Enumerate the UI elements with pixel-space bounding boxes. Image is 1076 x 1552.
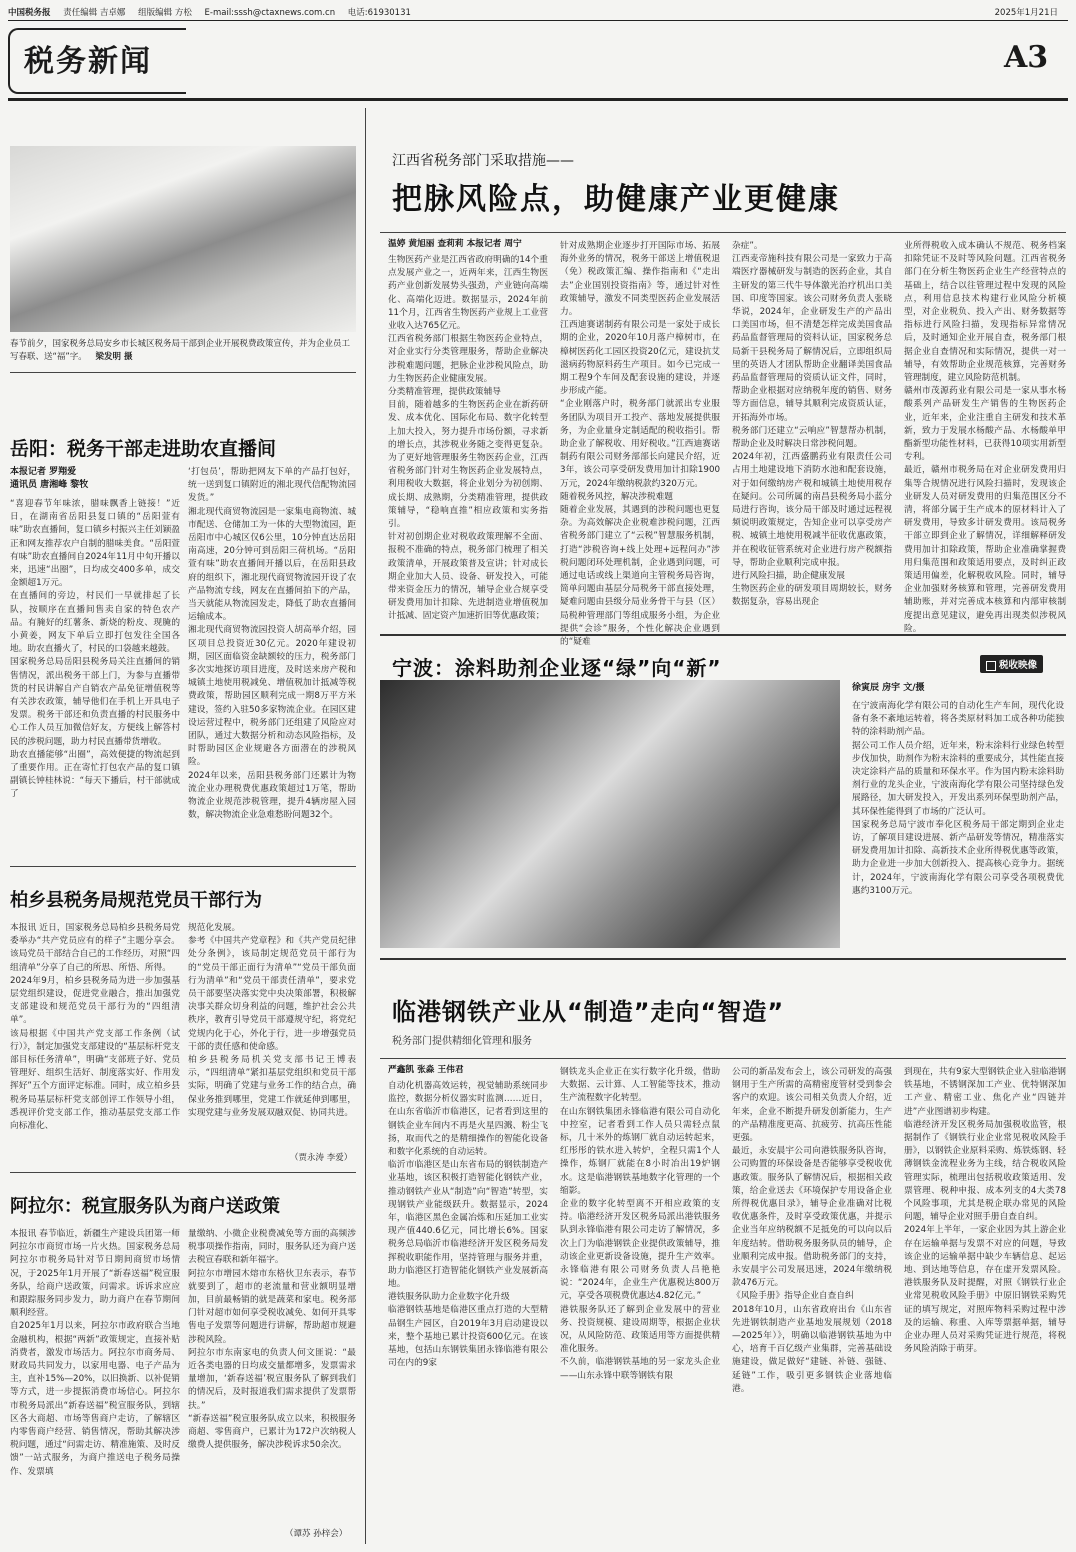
linggang-byline: 严鑫凯 张淼 王伟君 [388,1065,464,1075]
page-number: A3 [1004,40,1049,75]
baixiang-body-col1: 本报讯 近日，国家税务总局柏乡县税务局党委举办“共产党员应有的样子”主题分享会。该局党员干部结合自己的工作经历，对照“四组清单”分享了自己的所思、所悟、所得。 2024年9月，柏乡县税务局为进一步加强基层党组织建设，促进党业融合，推出加强党支部建设和规范党员干部行为的“四组清单”。 该局根据《中国共产党支部工作条例（试行）》，制定加强党支部建设的“基层标杆党支部目标任务清单”，明确“支部班子好、党员管理好、组织生活好、制度落实好、作用发挥好”五个方面评定标准。同时，成立柏乡县税务局基层标杆党支部创评工作领导小组，悉视评价党支部工作，推动基层党支部工作向标准化、 [10,923,180,1132]
linggang-subtitle: 税务部门提供精细化管理和服务 [392,1036,532,1047]
lead-body-col4: 业所得税收入成本确认不规范、税务档案扣除凭证不及时等风险问题。江西省税务部门在分析生物医药企业生产经营特点的基础上，结合以往管理过程中发现的风险点，利用信息技术构建行业风险分析模型，对企业税负、投入产出、财务数据等指标进行风险扫描，发现指标异常情况后，及时通知企业开展自查，税务部门根据企业自查情况和实际情况，提供一对一辅导，有效帮助企业规范核算，完善财务管理制度，建立风险防范机制。 赣州市茂源药业有限公司是一家从事水杨酸系列产品研发生产销售的生物医药企业，近年来，企业注重自主研发和技术革新，致力于发展水杨酸产品、水杨酸单甲酯新型功能性材料，已获得10项实用新型专利。 最近，赣州市税务局在对企业研发费用归集等合规情况进行风险扫描时，发现该企业研发人员对研发费用的归集范围区分不清，将部分属于生产成本的原材料计入了研发费用，导致多计研发费用。该局税务干部立即到企业了解情况，详细解释研发费用加计扣除政策，帮助企业准确掌握费用归集范围和政策适用要点，及时纠正政策适用偏差，化解税收风险。同时，辅导企业加强财务核算和管理，完善研发费用辅助账，并对完善成本核算和内部审核制度提出意见建议，避免再出现类似涉税风险。 [904,241,1066,634]
yueyang-body-col1: “喜迎春节年味浓，腊味飘香上链接！”近日，在湖南省岳阳县复口镇的“岳阳萱有味”助农直播间，复口镇乡村振兴主任刘颖盈正和网友推荐农户自制的腊味美食。“岳阳萱有味”助农直播间自2024年11月中旬开播以来，迅速“出圈”，日均成交400多单，成交金额超1万元。 在直播间的旁边，村民们一早就排起了长队，按顺序在直播间售卖自家的特色农产品。有腌好的红薯条、新烧的粉皮、现腌的小黄姜，网友下单后立即打包发往全国各地。助农直播火了，村民的口袋越来越鼓。 国家税务总局岳阳县税务局关注直播间的销售情况，派出税务干部上门，为参与直播带货的村民讲解自产自销农产品免征增值税等有关涉农政策，辅导他们在手机上开具电子发票。税务干部还和负责直播的村民服务中心工作人员互加微信好友，方便线上解答村民的涉税问题，助力村民直播带货增收。 助农直播能够“出圈”，高效便捷的物流起到了重要作用。正在寄忙打包农产品的复口镇副镇长钟桂林说：“每天下播后，村干部就成了 [10,499,180,800]
photo-coating-workshop [380,680,840,948]
photo1-caption-text: 春节前夕，国家税务总局安乡市长城区税务局干部到企业开展税费政策宣传，并为企业员工写春联、送“福”字。 [10,339,351,362]
ningbo-byline: 徐寅辰 房宇 文/摄 [852,683,925,693]
alaer-title: 阿拉尔：税宣服务队为商户送政策 [10,1196,280,1217]
photo-tax-officials-couplets [10,146,356,332]
ningbo-body: 在宁波南海化学有限公司的自动化生产车间，现代化设备有条不紊地运转着，将各类原材料加工成各种功能独特的涂料助剂产品。 据公司工作人员介绍，近年来，粉末涂料行业绿色转型步伐加快，助剂作为粉末涂料的重要成分，其性能直接决定涂料产品的质量和环保水平。作为国内粉末涂料助剂行业的龙头企业，宁波南海化学有限公司坚持绿色发展路径，加大研发投入，开发出系列环保型助剂产品，其环保性能得到了市场的广泛认可。 国家税务总局宁波市奉化区税务局干部定期到企业走访，了解项目建设进展、新产品研发等情况，精准落实研发费用加计扣除、高新技术企业所得税优惠等政策，助力企业进一步加大创新投入、提高核心竞争力。据统计，2024年，宁波南海化学有限公司享受各项税费优惠约3100万元。 [852,701,1064,896]
lead-kicker: 江西省税务部门采取措施—— [392,153,574,169]
column-divider [365,108,366,1544]
linggang-body-col1: 自动化机器高效运转，视觉辅助系统同步监控，数据分析仪器实时监测……近日，在山东省临沂市临港区，记者看到这里的钢铁企业车间内不再是火星四溅、粉尘飞扬，取而代之的是精细操作的智能化设备和数字化系统的自动运转。 临沂市临港区是山东省布局的钢铁制造产业基地，该区积极打造智能化钢铁产业，推动钢铁产业从“制造”向“智造”转型，实现钢铁产业能级跃升。数据显示，2024年，临港区黑色金属冶炼和压延加工业实现产值440.6亿元，同比增长6%。国家税务总局临沂市临港经济开发区税务局发挥税收职能作用，坚持管理与服务并重，助力临港区打造智能化钢铁产业发展新高地。 港铁服务队助力企业数字化升级 临港钢铁基地是临港区重点打造的大型精品钢生产园区，自2019年3月启动建设以来，整个基地已累计投资600亿元。在该基地，包括山东钢铁集团永锋临港有限公司在内的9家 [388,1081,548,1369]
email: E-mail:sssh@ctaxnews.com.cn [204,8,336,18]
baixiang-credit: （贾永涛 李爱） [290,1153,353,1163]
divider [380,1058,1066,1059]
divider [380,232,1066,233]
yueyang-byline-2: 通讯员 唐湘峰 黎牧 [10,480,89,490]
alaer-body-col2: 量缴纳、小微企业税费减免等方面的高频涉税事项操作指南，同时，服务队还为商户送去税宣春联和新年福字。 阿拉尔市增园木熔市东格伙卫东表示，春节就要到了，超市的老流量和营业额明显增加，目前最畅销的就是蔬菜和家电。税务部门针对超市如何享受税收减免、如何开具零售电子发票等问题进行讲解，帮助超市规避涉税风险。 阿拉尔市东南家电的负责人何文匪说：“最近各类电器的日均成交量都增多，发票需求量增加，‘新春送福’税宣服务队了解到我们的情况后，及时报道我们需求提供了发票帮扶。” “新春送福”税宣服务队成立以来，积极服务商超、零售商户，已累计为172户次纳税人缴费人提供服务，解决涉税诉求50余次。 [188,1229,356,1451]
yueyang-title: 岳阳：税务干部走进助农直播间 [10,438,277,460]
linggang-title: 临港钢铁产业从“制造”走向“智造” [392,998,785,1026]
divider [380,634,1066,636]
lead-title: 把脉风险点，助健康产业更健康 [392,182,840,217]
yueyang-byline [10,466,180,492]
alaer-body-col1: 本报讯 春节临近，新疆生产建设兵团第一师阿拉尔市商贸市场一片火热。国家税务总局阿拉尔市税务局针对节日期间商贸市场情况，于2025年1月开展了“新春送福”税宣服务队，给商户送政策，问需求。诉诉求应应和跟踪服务同步发力，助力商户在春节期间顺利经营。 自2025年1月以来，阿拉尔市政府联合当地金融机构，根据“两新”政策规定，直接补贴消费者，激发市场活力。阿拉尔市商务局、财政局共同发力，以家用电器、电子产品为主，直补15%—20%，以旧换新、以补促销等方式，进一步提振消费市场信心。阿拉尔市税务局派出“新春送福”税宣服务队，到辖区各大商超、市场等售商户走访，了解辖区内零售商户经营、销售情况，帮助其解决涉税问题，通过“问需走访、精准施策、及时反馈”一站式服务，为商户推送电子税务局操作、发票填 [10,1229,180,1477]
lead-body-col3: 杂症”。 江西麦帝施科技有限公司是一家致力于高端医疗器械研发与制造的医药企业，其自主研发的第三代牛导体激光治疗机出口美国、印度等国家。该公司财务负责人张晓华说，2024年，企业研发生产的产品出口美国市场，但不清楚怎样完成美国食品药品监督管理局的资料认证，国家税务总局新干县税务局了解情况后，立即组织局里的英语人才团队帮助企业翻译美国食品药品监督管理局的资质认证文件，同时，帮助企业根据对应纳税年度的销售、财务等方面信息，辅导其顺利完成资质认证，开拓海外市场。 税务部门还建立“云响应”智慧帮办机制，帮助企业及时解决日常涉税问题。 2024年初，江西盛鹏药业有限责任公司占用土地建设地下消防水池和配套设施，对于如何缴纳房产税和城镇土地使用税存在疑问。公司所属的南昌县税务局小蓝分局进行咨询，该分局干部及时通过远程视频说明政策规定，告知企业可以享受房产税、城镇土地使用税减半征收优惠政策，并在税收征管系统对企业进行房产税额指导，帮助企业顺利完成申报。 进行风险扫描，助企健康发展 生物医药企业的研发项目周期较长，财务数据复杂，容易出现企 [732,241,892,608]
header-rule [8,98,1068,101]
photo1-caption [10,338,356,364]
section-title: 税务新闻 [24,44,152,79]
yueyang-byline-1: 本报记者 罗翔爱 [10,467,77,477]
issue-date: 2025年1月21日 [994,8,1058,18]
lead-byline: 温婷 黄旭丽 查莉莉 本报记者 周宁 [388,239,522,249]
photo1-credit: 梁发明 摄 [95,352,133,362]
divider [10,1172,356,1173]
divider [380,958,1066,960]
design-editor: 组版编辑 方松 [138,8,192,18]
lead-body-col1: 生物医药产业是江西省政府明确的14个重点发展产业之一，近两年来，江西生物医药产业创新发展势头强劲，产业链向高端化、高端化迈进。数据显示，2024年前11个月，江西省生物医药产业规上工业营业收入达765亿元。 江西省税务部门根据生物医药企业特点，对企业实行分类管理服务，帮助企业解决涉税难题问题，把脉企业涉税风险点，助力生物医药企业健康发展。 分类精准管理，提供政策辅导 目前，随着越多的生物医药企业在新药研发、成本优化、国际化布局、数字化转型上加大投入，努力提升市场份额，寻求新的增长点，其涉税业务随之变得更复杂。为了更好地管理服务生物医药企业，江西省税务部门针对生物医药企业发展特点，利用税收大数据，将企业划分为初创期、成长期、成熟期，分类精准管理，提供政策辅导，“稳响直推”相应政策和实务指引。 针对初创期企业对税收政策理解不全面、报税不准确的特点，税务部门梳理了相关政策清单，开展政策普及宣讲；针对成长期企业加大人员、设备、研发投入，可能带来资金压力的情况，辅导企业合规享受研发费用加计扣除、先进制造业增值税加计抵减、固定资产加速折旧等优惠政策； [388,255,548,622]
divider [10,866,356,867]
editor: 责任编辑 吉卓娜 [63,8,126,18]
baixiang-title: 柏乡县税务局规范党员干部行为 [10,890,262,911]
alaer-credit: （谭苏 孙梓会） [285,1529,348,1539]
ningbo-title: 宁波：涂料助剂企业逐“绿”向“新” [392,656,722,680]
film-icon [986,661,996,671]
top-rule [8,20,1068,21]
yueyang-body-col2: ‘打包员’，帮助把网友下单的产品打包好，统一送到复口镇附近的湘北现代信配物流园发货。” 湘北现代商贸物流园是一家集电商物流、城市配送、仓储加工为一体的大型物流园，距岳阳市中心城区仅6公里，10分钟直达岳阳南高速，20分钟可到岳阳三荷机场。“岳阳萱有味”助农直播间开播以后，在岳阳县政府的组织下，湘北现代商贸物流园开设了农产品物流专线，网友在直播间拍下的产品，当天就能从物流园发走，降低了助农直播间运输成本。 湘北现代商贸物流园投资人胡高举介绍，园区项目总投资近30亿元。2020年建设初期，园区面临资金缺额较的压力，税务部门多次实地探访项目进度，及时送来房产税和城镇土地使用税减免、增值税加计抵减等税费政策，帮助园区顺利完成一期8万平方米建设，签约入驻50多家物流企业。在园区建设运营过程中，税务部门还组建了风险应对团队，通过大数据分析和动态风险指标，及时帮助园区企业规避各方面潜在的涉税风险。 2024年以来，岳阳县税务部门还累计为物流企业办理税费优惠政策超过1万笔，帮助物流企业规范涉税管理，提升4辆房屋入园数，解决物流企业急难愁盼问题32个。 [188,467,356,821]
linggang-body-col2: 钢铁龙头企业正在实行数字化升级，借助大数据、云计算、人工智能等技术，推动生产流程数字化转型。 在山东钢铁集团永锋临港有限公司自动化中控室，记者看到工作人员只需轻点鼠标，几十米外的炼钢厂就自动运转起来，红彤彤的铁水进入转炉，全程只需1个人操作，炼钢厂就能在8小时冶出19炉钢水。这是临港钢铁基地数字化管理的一个缩影。 企业的数字化转型离不开相应政策的支持。临港经济开发区税务局派出港铁服务队到永锋临港有限公司走访了解情况，多次上门为临港钢铁企业提供政策辅导，推动该企业更新设备设施，提升生产效率。永锋临港有限公司财务负责人吕艳艳说：“2024年，企业生产优惠税达800万元，享受各项税费优惠达4.82亿元。” 港铁服务队还了解到企业发展中的营业务、投资规模、建设周期等，根据企业状况，从风险防范、政策适用等方面提供精准化服务。 不久前，临港钢铁基地的另一家龙头企业——山东永锋中联等钢铁有限 [560,1067,720,1381]
divider [10,372,356,373]
linggang-body-col3: 公司的新品发布会上，该公司研发的高强钢用于生产所需的高精密度管材受到参会客户的欢迎。该公司相关负责人介绍，近年来，企业不断提升研发创新能力，生产的产品精准度更高、抗疲劳、抗高压性能更强。 最近，永安晨宇公司向港铁服务队咨询，公司购置的环保设备是否能够享受税收优惠政策。服务队了解情况后，根据相关政策，给企业送去《环境保护专用设备企业所得税优惠目录》，辅导企业准确对比税收优惠条件，及时享受政策优惠，并提示企业当年应纳税额不足抵免的可以向以后年度结转。借助税务服务队员的辅导，企业顺利完成申报。借助税务部门的支持，永安晨宇公司发展迅速，2024年缴纳税款476万元。 《风险手册》指导企业自查自纠 2018年10月，山东省政府出台《山东省先进钢铁制造产业基地发展规划（2018—2025年）》，明确以临港钢铁基地为中心，培育千百亿级产业集群，完善基础设施建设，做足做好“建链、补链、强链、延链”工作，吸引更多钢铁企业落地临港。 [732,1067,892,1394]
baixiang-body-col2: 规范化发展。 参考《中国共产党章程》和《共产党员纪律处分条例》，该局制定规范党员干部行为的“党员干部正面行为清单”“党员干部负面行为清单”和“党员干部责任清单”，要求党员干部要坚决落实党中央决策部署，积极解决事关群众切身利益的问题，维护社会公共秩序，教育引导党员干部遵规守纪，将党纪党规内化于心，外化于行，进一步增强党员干部的责任感和使命感。 柏乡县税务局机关党支部书记王博表示，“四组清单”紧扣基层党组织和党员干部实际，明确了党建与业务工作的结合点，确保业务推到哪里，党建工作就延伸到哪里，实现党建与业务发展双融双促、协同共进。 [188,923,356,1118]
phone: 电话:61930131 [347,8,411,18]
ningbo-badge-label: 税收映像 [999,660,1038,671]
linggang-body-col4: 到现在，共有9家大型钢铁企业入驻临港钢铁基地，不锈钢深加工产业、优特钢深加工产业、精密工业、焦化产业“四链并进”产业图谱初步构建。 临港经济开发区税务局加强税收监管，根据制作了《钢铁行业企业常见税收风险手册》，以钢铁企业原料采购、炼铁炼钢、轻薄钢铁金流程业务为主线，结合税收风险管理实际，梳理出包括税收政策适用、发票管理、税种申报、成本列支的4大类78个风险事项，尤其是税企联办常见的风险问题，辅导企业对照手册自查自纠。 2024年上半年，一家企业因为其上游企业存在运输单据与发票不对应的问题，导致该企业的运输单据中缺少车辆信息、起运地、到达地等信息，存在虚开发票风险。港铁服务队及时提醒，对照《钢铁行业企业常见税收风险手册》中原旧钢铁采购凭证的填写规定，对照库物料采购过程中涉及的运输、称重、入库等票据单据，辅导企业办理人员对采购凭证进行规范，将税务风险消除于萌芽。 [904,1067,1066,1355]
paper-name: 中国税务报 [8,8,51,18]
ningbo-badge [980,655,1043,673]
lead-body-col2: 针对成熟期企业逐步打开国际市场、拓展海外业务的情况，税务干部送上增值税退（免）税政策汇编、操作指南和《“走出去”企业国别投资指南》等，通过针对性政策辅导，激发不同类型医药企业发展活力。 江西迪赛诺制药有限公司是一家处于成长期的企业，2020年10月落户樟树市，在樟树医药化工园区投资20亿元，建设抗艾滋病药物原料药生产项目。如今已完成一期工程9个车间及配套设施的建设，并逐步形成产能。 “企业刚落户时，税务部门就派出专业服务团队为项目开工投产、落地发展提供服务，为企业量身定制适配的税收指引。帮助企业了解税收、用好税收。”江西迪赛诺制药有限公司财务部部长向建民介绍，近3年，该公司享受研发费用加计扣除1900万元，2024年缴纳税款约320万元。 随着税务风控，解决涉税难题 随着企业发展，其遇到的涉税问题也更复杂。为高效解决企业税难涉税问题，江西省税务部门建立了“云税”智慧服务机制，打造“涉税咨询+线上处理+远程问办”涉税问题闭环处理机制，企业遇到问题，可通过电话或线上渠道向主管税务局咨询，简单问题由基层分局税务干部直接处理，疑难问题由县级分局业务骨干与县（区）局税种管理部门等组成服务小组，为企业提供“会诊”服务，个性化解决企业遇到的“疑难 [560,241,720,648]
